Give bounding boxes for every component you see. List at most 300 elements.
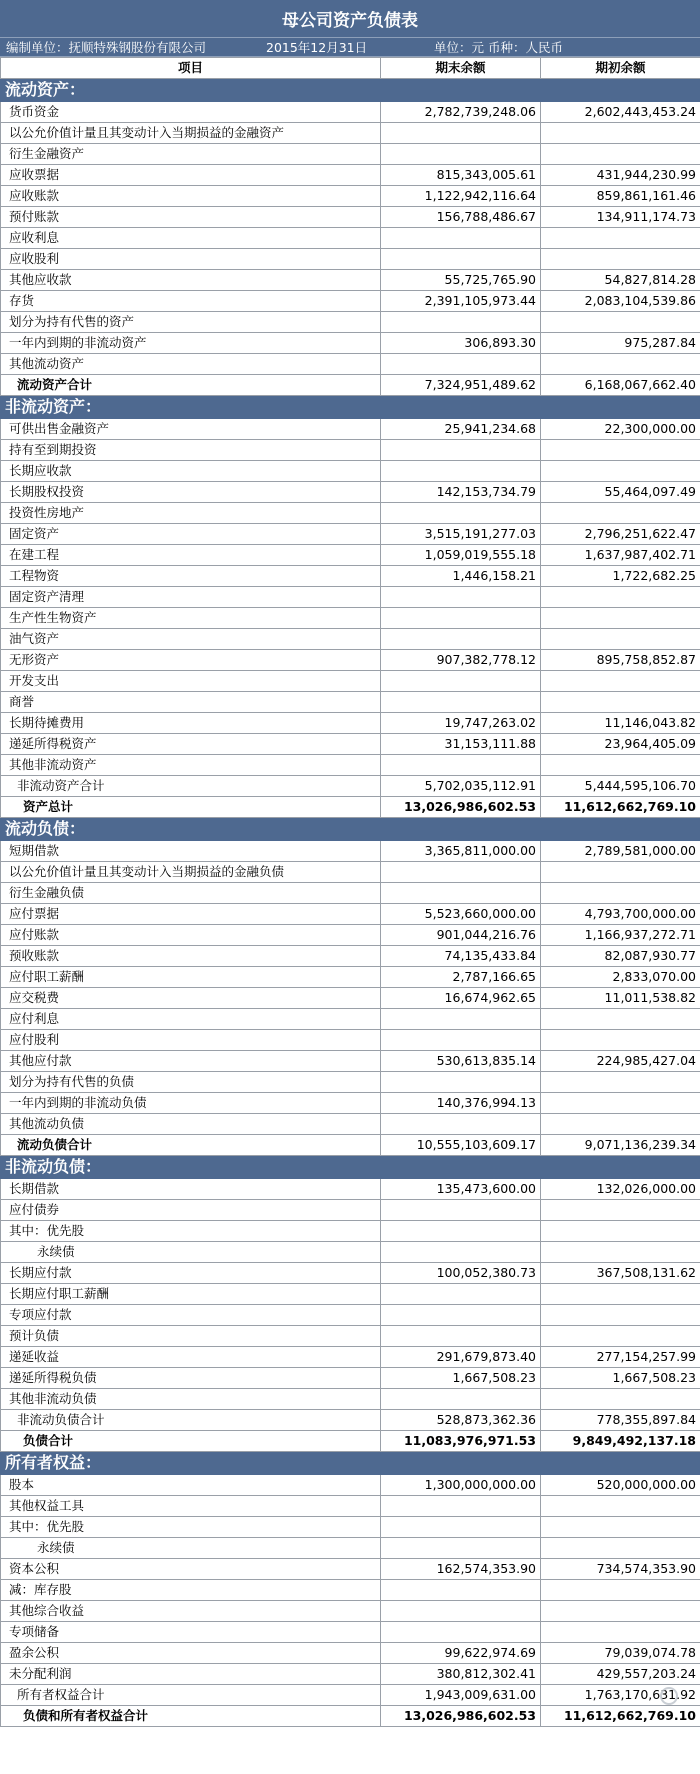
row-label: 其中：优先股 — [1, 1221, 381, 1242]
table-row — [1, 312, 700, 333]
table-row — [1, 1093, 700, 1114]
section-title: 所有者权益： — [1, 1452, 700, 1475]
end-balance-cell — [381, 1622, 541, 1643]
row-label: 专项应付款 — [1, 1305, 381, 1326]
table-row — [1, 291, 700, 312]
begin-balance-cell — [541, 1622, 700, 1643]
row-label: 长期待摊费用 — [1, 713, 381, 734]
begin-balance-cell — [541, 1200, 700, 1221]
end-balance-cell — [381, 1601, 541, 1622]
end-balance-cell — [381, 883, 541, 904]
end-balance-cell: 2,787,166.65 — [381, 967, 541, 988]
begin-balance-cell: 22,300,000.00 — [541, 419, 700, 440]
table-row — [1, 1389, 700, 1410]
section-header-row — [1, 396, 700, 419]
table-row — [1, 1009, 700, 1030]
row-label: 衍生金融负债 — [1, 883, 381, 904]
section-header-row — [1, 818, 700, 841]
section-header-row — [1, 1156, 700, 1179]
end-balance-cell: 1,667,508.23 — [381, 1368, 541, 1389]
begin-balance-cell: 11,011,538.82 — [541, 988, 700, 1009]
end-balance-cell — [381, 755, 541, 776]
begin-balance-cell — [541, 1242, 700, 1263]
begin-balance-cell: 859,861,161.46 — [541, 186, 700, 207]
begin-balance-cell: 431,944,230.99 — [541, 165, 700, 186]
end-balance-cell: 1,122,942,116.64 — [381, 186, 541, 207]
begin-balance-cell: 1,166,937,272.71 — [541, 925, 700, 946]
end-balance-cell: 3,365,811,000.00 — [381, 841, 541, 862]
table-row — [1, 629, 700, 650]
row-label: 应付债券 — [1, 1200, 381, 1221]
table-row — [1, 1496, 700, 1517]
begin-balance-cell — [541, 755, 700, 776]
row-label: 持有至到期投资 — [1, 440, 381, 461]
end-balance-cell: 306,893.30 — [381, 333, 541, 354]
begin-balance-cell: 23,964,405.09 — [541, 734, 700, 755]
table-row — [1, 1580, 700, 1601]
table-row — [1, 545, 700, 566]
begin-balance-cell: 2,602,443,453.24 — [541, 102, 700, 123]
table-row — [1, 102, 700, 123]
table-row — [1, 1601, 700, 1622]
compiling-unit: 编制单位：抚顺特殊钢股份有限公司 — [6, 40, 207, 55]
end-balance-cell — [381, 461, 541, 482]
row-label: 以公允价值计量且其变动计入当期损益的金融资产 — [1, 123, 381, 144]
end-balance-cell: 380,812,302.41 — [381, 1664, 541, 1685]
end-balance-cell: 3,515,191,277.03 — [381, 524, 541, 545]
end-balance-cell — [381, 1242, 541, 1263]
row-label: 永续债 — [1, 1538, 381, 1559]
row-label: 未分配利润 — [1, 1664, 381, 1685]
end-balance-cell — [381, 228, 541, 249]
balance-table — [0, 57, 700, 1727]
table-row — [1, 1326, 700, 1347]
end-balance-cell: 156,788,486.67 — [381, 207, 541, 228]
begin-balance-cell: 895,758,852.87 — [541, 650, 700, 671]
begin-balance-cell: 9,071,136,239.34 — [541, 1135, 700, 1156]
end-balance-cell — [381, 1496, 541, 1517]
end-balance-cell: 1,446,158.21 — [381, 566, 541, 587]
end-balance-cell: 135,473,600.00 — [381, 1179, 541, 1200]
table-row — [1, 228, 700, 249]
total-row — [1, 1706, 700, 1727]
begin-balance-cell — [541, 1326, 700, 1347]
end-balance-cell: 2,391,105,973.44 — [381, 291, 541, 312]
row-label: 划分为持有代售的负债 — [1, 1072, 381, 1093]
end-balance-cell — [381, 249, 541, 270]
table-row — [1, 524, 700, 545]
row-label: 股本 — [1, 1475, 381, 1496]
row-label: 固定资产清理 — [1, 587, 381, 608]
row-label: 应付利息 — [1, 1009, 381, 1030]
row-label: 减：库存股 — [1, 1580, 381, 1601]
row-label: 预付账款 — [1, 207, 381, 228]
table-row — [1, 503, 700, 524]
end-balance-cell: 907,382,778.12 — [381, 650, 541, 671]
table-row — [1, 1284, 700, 1305]
begin-balance-cell: 6,168,067,662.40 — [541, 375, 700, 396]
table-row — [1, 1072, 700, 1093]
begin-balance-cell: 11,612,662,769.10 — [541, 797, 700, 818]
row-label: 应收股利 — [1, 249, 381, 270]
row-label: 长期股权投资 — [1, 482, 381, 503]
table-row — [1, 776, 700, 797]
begin-balance-cell: 778,355,897.84 — [541, 1410, 700, 1431]
begin-balance-cell: 9,849,492,137.18 — [541, 1431, 700, 1452]
begin-balance-cell — [541, 629, 700, 650]
begin-balance-cell — [541, 503, 700, 524]
row-label: 开发支出 — [1, 671, 381, 692]
row-label: 生产性生物资产 — [1, 608, 381, 629]
table-row — [1, 354, 700, 375]
end-balance-cell: 140,376,994.13 — [381, 1093, 541, 1114]
begin-balance-cell — [541, 1030, 700, 1051]
end-balance-cell: 100,052,380.73 — [381, 1263, 541, 1284]
row-label: 油气资产 — [1, 629, 381, 650]
row-label: 应付账款 — [1, 925, 381, 946]
end-balance-cell: 74,135,433.84 — [381, 946, 541, 967]
begin-balance-cell — [541, 883, 700, 904]
end-balance-cell — [381, 1517, 541, 1538]
table-row — [1, 1664, 700, 1685]
row-label: 应收账款 — [1, 186, 381, 207]
table-row — [1, 333, 700, 354]
end-balance-cell: 25,941,234.68 — [381, 419, 541, 440]
table-row — [1, 713, 700, 734]
end-balance-cell: 530,613,835.14 — [381, 1051, 541, 1072]
table-row — [1, 1475, 700, 1496]
table-row — [1, 734, 700, 755]
row-label: 一年内到期的非流动负债 — [1, 1093, 381, 1114]
row-label: 应付股利 — [1, 1030, 381, 1051]
row-label: 其他综合收益 — [1, 1601, 381, 1622]
row-label: 货币资金 — [1, 102, 381, 123]
section-header-row — [1, 1452, 700, 1475]
end-balance-cell: 901,044,216.76 — [381, 925, 541, 946]
end-balance-cell: 7,324,951,489.62 — [381, 375, 541, 396]
end-balance-cell — [381, 123, 541, 144]
row-label: 短期借款 — [1, 841, 381, 862]
begin-balance-cell: 11,146,043.82 — [541, 713, 700, 734]
total-row — [1, 797, 700, 818]
end-balance-cell — [381, 1305, 541, 1326]
table-row — [1, 440, 700, 461]
end-balance-cell — [381, 1030, 541, 1051]
table-row — [1, 1685, 700, 1706]
table-row — [1, 165, 700, 186]
row-label: 流动负债合计 — [1, 1135, 381, 1156]
begin-balance-cell: 1,667,508.23 — [541, 1368, 700, 1389]
row-label: 长期应付款 — [1, 1263, 381, 1284]
begin-balance-cell — [541, 671, 700, 692]
begin-balance-cell — [541, 1580, 700, 1601]
section-title: 非流动资产： — [1, 396, 700, 419]
end-balance-cell — [381, 503, 541, 524]
begin-balance-cell — [541, 1009, 700, 1030]
table-row — [1, 1517, 700, 1538]
begin-balance-cell — [541, 862, 700, 883]
end-balance-cell: 142,153,734.79 — [381, 482, 541, 503]
table-row — [1, 608, 700, 629]
row-label: 所有者权益合计 — [1, 1685, 381, 1706]
begin-balance-cell: 134,911,174.73 — [541, 207, 700, 228]
table-row — [1, 1410, 700, 1431]
row-label: 其他非流动负债 — [1, 1389, 381, 1410]
row-label: 其他非流动资产 — [1, 755, 381, 776]
column-header-item: 项目 — [1, 58, 381, 79]
end-balance-cell: 1,300,000,000.00 — [381, 1475, 541, 1496]
begin-balance-cell: 2,789,581,000.00 — [541, 841, 700, 862]
watermark — [660, 1687, 678, 1705]
row-label: 其他应付款 — [1, 1051, 381, 1072]
begin-balance-cell: 1,637,987,402.71 — [541, 545, 700, 566]
table-row — [1, 186, 700, 207]
begin-balance-cell — [541, 1072, 700, 1093]
row-label: 应交税费 — [1, 988, 381, 1009]
end-balance-cell — [381, 1221, 541, 1242]
end-balance-cell: 13,026,986,602.53 — [381, 797, 541, 818]
begin-balance-cell — [541, 1114, 700, 1135]
row-label: 盈余公积 — [1, 1643, 381, 1664]
row-label: 其他应收款 — [1, 270, 381, 291]
table-row — [1, 1263, 700, 1284]
table-row — [1, 841, 700, 862]
end-balance-cell — [381, 587, 541, 608]
end-balance-cell — [381, 1580, 541, 1601]
end-balance-cell: 1,059,019,555.18 — [381, 545, 541, 566]
begin-balance-cell: 1,722,682.25 — [541, 566, 700, 587]
end-balance-cell — [381, 1284, 541, 1305]
end-balance-cell: 162,574,353.90 — [381, 1559, 541, 1580]
currency-unit: 单位：元 币种：人民币 — [434, 40, 563, 55]
row-label: 在建工程 — [1, 545, 381, 566]
table-row — [1, 1559, 700, 1580]
row-label: 一年内到期的非流动资产 — [1, 333, 381, 354]
row-label: 其他流动资产 — [1, 354, 381, 375]
end-balance-cell: 55,725,765.90 — [381, 270, 541, 291]
begin-balance-cell: 1,763,170,631.92 — [541, 1685, 700, 1706]
row-label: 流动资产合计 — [1, 375, 381, 396]
table-row — [1, 566, 700, 587]
begin-balance-cell: 11,612,662,769.10 — [541, 1706, 700, 1727]
end-balance-cell — [381, 354, 541, 375]
end-balance-cell — [381, 1200, 541, 1221]
row-label: 无形资产 — [1, 650, 381, 671]
table-row — [1, 946, 700, 967]
table-row — [1, 967, 700, 988]
row-label: 应收利息 — [1, 228, 381, 249]
row-label: 预收账款 — [1, 946, 381, 967]
end-balance-cell: 5,702,035,112.91 — [381, 776, 541, 797]
end-balance-cell — [381, 312, 541, 333]
table-row — [1, 650, 700, 671]
begin-balance-cell: 5,444,595,106.70 — [541, 776, 700, 797]
sheet-meta — [0, 38, 700, 57]
end-balance-cell: 11,083,976,971.53 — [381, 1431, 541, 1452]
row-label: 负债合计 — [1, 1431, 381, 1452]
section-header-row — [1, 79, 700, 102]
begin-balance-cell — [541, 144, 700, 165]
table-row — [1, 1305, 700, 1326]
table-row — [1, 904, 700, 925]
end-balance-cell: 16,674,962.65 — [381, 988, 541, 1009]
table-row — [1, 461, 700, 482]
row-label: 商誉 — [1, 692, 381, 713]
table-row — [1, 862, 700, 883]
begin-balance-cell — [541, 440, 700, 461]
end-balance-cell — [381, 692, 541, 713]
sheet-title: 母公司资产负债表 — [0, 0, 700, 38]
begin-balance-cell: 2,796,251,622.47 — [541, 524, 700, 545]
begin-balance-cell: 82,087,930.77 — [541, 946, 700, 967]
row-label: 应付职工薪酬 — [1, 967, 381, 988]
row-label: 资本公积 — [1, 1559, 381, 1580]
section-title: 流动负债： — [1, 818, 700, 841]
row-label: 可供出售金融资产 — [1, 419, 381, 440]
column-header-end-balance: 期末余额 — [381, 58, 541, 79]
table-row — [1, 1622, 700, 1643]
row-label: 递延所得税负债 — [1, 1368, 381, 1389]
wechat-icon — [660, 1687, 678, 1705]
section-title: 非流动负债： — [1, 1156, 700, 1179]
end-balance-cell — [381, 1009, 541, 1030]
end-balance-cell: 31,153,111.88 — [381, 734, 541, 755]
begin-balance-cell — [541, 692, 700, 713]
end-balance-cell — [381, 671, 541, 692]
begin-balance-cell: 734,574,353.90 — [541, 1559, 700, 1580]
end-balance-cell — [381, 1114, 541, 1135]
table-row — [1, 1242, 700, 1263]
table-row — [1, 270, 700, 291]
table-row — [1, 419, 700, 440]
end-balance-cell — [381, 1326, 541, 1347]
table-row — [1, 123, 700, 144]
table-row — [1, 1368, 700, 1389]
end-balance-cell: 528,873,362.36 — [381, 1410, 541, 1431]
table-row — [1, 1538, 700, 1559]
end-balance-cell: 1,943,009,631.00 — [381, 1685, 541, 1706]
begin-balance-cell — [541, 1284, 700, 1305]
end-balance-cell: 10,555,103,609.17 — [381, 1135, 541, 1156]
row-label: 长期应收款 — [1, 461, 381, 482]
row-label: 其中：优先股 — [1, 1517, 381, 1538]
row-label: 工程物资 — [1, 566, 381, 587]
report-date: 2015年12月31日 — [266, 40, 368, 55]
table-row — [1, 1114, 700, 1135]
begin-balance-cell — [541, 1601, 700, 1622]
begin-balance-cell — [541, 1389, 700, 1410]
begin-balance-cell: 975,287.84 — [541, 333, 700, 354]
begin-balance-cell — [541, 312, 700, 333]
begin-balance-cell — [541, 1496, 700, 1517]
table-row — [1, 671, 700, 692]
end-balance-cell — [381, 144, 541, 165]
begin-balance-cell: 367,508,131.62 — [541, 1263, 700, 1284]
end-balance-cell — [381, 1538, 541, 1559]
row-label: 应收票据 — [1, 165, 381, 186]
table-row — [1, 587, 700, 608]
begin-balance-cell — [541, 1093, 700, 1114]
table-row — [1, 1030, 700, 1051]
begin-balance-cell — [541, 228, 700, 249]
table-row — [1, 1221, 700, 1242]
table-row — [1, 482, 700, 503]
total-row — [1, 1431, 700, 1452]
end-balance-cell — [381, 1389, 541, 1410]
begin-balance-cell — [541, 1221, 700, 1242]
row-label: 专项储备 — [1, 1622, 381, 1643]
table-row — [1, 755, 700, 776]
begin-balance-cell: 520,000,000.00 — [541, 1475, 700, 1496]
end-balance-cell: 13,026,986,602.53 — [381, 1706, 541, 1727]
begin-balance-cell: 54,827,814.28 — [541, 270, 700, 291]
end-balance-cell: 19,747,263.02 — [381, 713, 541, 734]
begin-balance-cell: 277,154,257.99 — [541, 1347, 700, 1368]
row-label: 其他流动负债 — [1, 1114, 381, 1135]
begin-balance-cell — [541, 1538, 700, 1559]
column-header-begin-balance: 期初余额 — [541, 58, 700, 79]
end-balance-cell: 815,343,005.61 — [381, 165, 541, 186]
begin-balance-cell: 224,985,427.04 — [541, 1051, 700, 1072]
begin-balance-cell — [541, 249, 700, 270]
begin-balance-cell — [541, 354, 700, 375]
table-row — [1, 1643, 700, 1664]
row-label: 资产总计 — [1, 797, 381, 818]
subtotal-row — [1, 375, 700, 396]
table-row — [1, 988, 700, 1009]
table-row — [1, 692, 700, 713]
table-row — [1, 249, 700, 270]
end-balance-cell: 2,782,739,248.06 — [381, 102, 541, 123]
row-label: 存货 — [1, 291, 381, 312]
row-label: 递延收益 — [1, 1347, 381, 1368]
row-label: 递延所得税资产 — [1, 734, 381, 755]
table-row — [1, 207, 700, 228]
end-balance-cell — [381, 608, 541, 629]
row-label: 其他权益工具 — [1, 1496, 381, 1517]
begin-balance-cell — [541, 1305, 700, 1326]
row-label: 预计负债 — [1, 1326, 381, 1347]
begin-balance-cell — [541, 461, 700, 482]
end-balance-cell — [381, 629, 541, 650]
end-balance-cell: 99,622,974.69 — [381, 1643, 541, 1664]
row-label: 负债和所有者权益合计 — [1, 1706, 381, 1727]
header-row — [1, 58, 700, 79]
table-row — [1, 144, 700, 165]
row-label: 投资性房地产 — [1, 503, 381, 524]
end-balance-cell — [381, 862, 541, 883]
begin-balance-cell: 2,833,070.00 — [541, 967, 700, 988]
table-row — [1, 1051, 700, 1072]
begin-balance-cell: 2,083,104,539.86 — [541, 291, 700, 312]
row-label: 划分为持有代售的资产 — [1, 312, 381, 333]
row-label: 非流动资产合计 — [1, 776, 381, 797]
subtotal-row — [1, 1135, 700, 1156]
row-label: 永续债 — [1, 1242, 381, 1263]
row-label: 以公允价值计量且其变动计入当期损益的金融负债 — [1, 862, 381, 883]
begin-balance-cell: 55,464,097.49 — [541, 482, 700, 503]
table-row — [1, 925, 700, 946]
row-label: 应付票据 — [1, 904, 381, 925]
row-label: 衍生金融资产 — [1, 144, 381, 165]
begin-balance-cell: 132,026,000.00 — [541, 1179, 700, 1200]
begin-balance-cell — [541, 608, 700, 629]
table-row — [1, 1200, 700, 1221]
row-label: 非流动负债合计 — [1, 1410, 381, 1431]
end-balance-cell: 5,523,660,000.00 — [381, 904, 541, 925]
begin-balance-cell — [541, 1517, 700, 1538]
end-balance-cell — [381, 1072, 541, 1093]
